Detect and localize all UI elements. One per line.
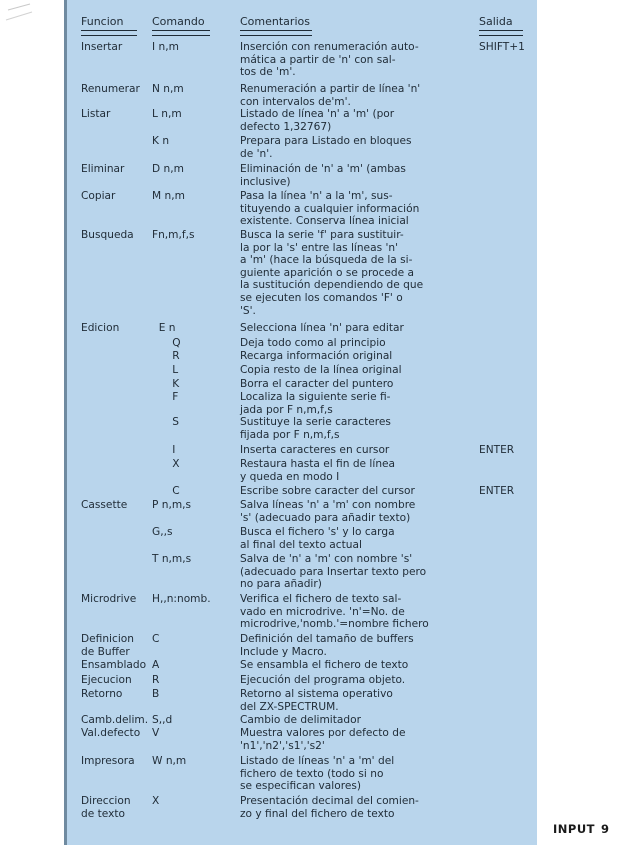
comentarios-cell: Presentación decimal del comien- zo y final del fichero de texto [240, 795, 419, 820]
header-salida: Salida [479, 15, 513, 28]
comando-cell: X [152, 458, 180, 470]
header-funcion: Funcion [81, 15, 124, 28]
page-number: 9 [601, 822, 610, 836]
comentarios-cell: Renumeración a partir de línea 'n' con intervalos de'm'. [240, 83, 421, 108]
header-rule [479, 30, 523, 36]
binding-marks [0, 0, 60, 30]
header-comando: Comando [152, 15, 205, 28]
comentarios-cell: Definición del tamaño de buffers Include y Macro. [240, 633, 414, 658]
comando-cell: S [152, 416, 179, 428]
comentarios-cell: Busca el fichero 's' y lo carga al final del texto actual [240, 526, 395, 551]
page-footer [553, 822, 610, 836]
comentarios-cell: Eliminación de 'n' a 'm' (ambas inclusive) [240, 163, 406, 188]
comentarios-cell: Muestra valores por defecto de 'n1','n2','s1','s2' [240, 727, 406, 752]
header-rule [240, 30, 312, 36]
comentarios-cell: Ejecución del programa objeto. [240, 674, 406, 686]
funcion-cell: Retorno [81, 688, 123, 700]
comentarios-cell: Pasa la línea 'n' a la 'm', sus- tituyendo a cualquier información existente. Conserva línea inicial [240, 190, 420, 228]
comando-cell: X [152, 795, 160, 807]
comando-cell: B [152, 688, 160, 700]
funcion-cell: Definicion de Buffer [81, 633, 134, 658]
comentarios-cell: Restaura hasta el fin de línea y queda en modo I [240, 458, 396, 483]
comentarios-cell: Prepara para Listado en bloques de 'n'. [240, 135, 412, 160]
comando-cell: Fn,m,f,s [152, 229, 195, 241]
comentarios-cell: Listado de línea 'n' a 'm' (por defecto 1,32767) [240, 108, 395, 133]
comando-cell: R [152, 350, 180, 362]
comando-cell: T n,m,s [152, 553, 192, 565]
funcion-cell: Microdrive [81, 593, 137, 605]
comentarios-cell: Cambio de delimitador [240, 714, 361, 726]
comentarios-cell: Salva líneas 'n' a 'm' con nombre 's' (adecuado para añadir texto) [240, 499, 416, 524]
comentarios-cell: Retorno al sistema operativo del ZX-SPECTRUM. [240, 688, 393, 713]
comando-cell: S,,d [152, 714, 173, 726]
comentarios-cell: Recarga información original [240, 350, 393, 362]
comando-cell: K [152, 378, 180, 390]
comando-cell: C [152, 485, 180, 497]
funcion-cell: Eliminar [81, 163, 125, 175]
funcion-cell: Busqueda [81, 229, 134, 241]
comando-cell: V [152, 727, 160, 739]
comando-cell: L n,m [152, 108, 182, 120]
comando-cell: L [152, 364, 179, 376]
comentarios-cell: Copia resto de la línea original [240, 364, 402, 376]
funcion-cell: Edicion [81, 322, 120, 334]
funcion-cell: Copiar [81, 190, 116, 202]
comentarios-cell: Selecciona línea 'n' para editar [240, 322, 404, 334]
comentarios-cell: Verifica el fichero de texto sal- vado en microdrive. 'n'=No. de microdrive,'nomb.'=nombre fichero [240, 593, 429, 631]
funcion-cell: Impresora [81, 755, 135, 767]
funcion-cell: Val.defecto [81, 727, 141, 739]
comando-cell: I n,m [152, 41, 179, 53]
comando-cell: W n,m [152, 755, 187, 767]
comentarios-cell: Borra el caracter del puntero [240, 378, 394, 390]
comentarios-cell: Deja todo como al principio [240, 337, 386, 349]
comando-cell: G,,s [152, 526, 173, 538]
funcion-cell: Listar [81, 108, 111, 120]
panel-edge [64, 0, 67, 845]
comentarios-cell: Salva de 'n' a 'm' con nombre 's' (adecuado para Insertar texto pero no para añadir) [240, 553, 427, 591]
comentarios-cell: Sustituye la serie caracteres fijada por F n,m,f,s [240, 416, 391, 441]
funcion-cell: Insertar [81, 41, 123, 53]
comentarios-cell: Busca la serie 'f' para sustituir- la por la 's' entre las líneas 'n' a 'm' (hace la búsqueda de la si- guiente aparición o se procede a la sustitución dependiendo de que se ejecuten los comandos 'F' o 'S'. [240, 229, 424, 317]
comentarios-cell: Inserta caracteres en cursor [240, 444, 390, 456]
comando-cell: I [152, 444, 176, 456]
header-rule [81, 30, 137, 36]
funcion-cell: Direccion de texto [81, 795, 131, 820]
comando-cell: F [152, 391, 179, 403]
comando-cell: E n [152, 322, 176, 334]
funcion-cell: Camb.delim. [81, 714, 149, 726]
salida-cell: ENTER [479, 444, 515, 456]
comentarios-cell: Escribe sobre caracter del cursor [240, 485, 415, 497]
comando-cell: R [152, 674, 160, 686]
comando-cell: Q [152, 337, 181, 349]
comando-cell: M n,m [152, 190, 185, 202]
comentarios-cell: Listado de líneas 'n' a 'm' del fichero de texto (todo si no se especifican valores) [240, 755, 395, 793]
comando-cell: D n,m [152, 163, 184, 175]
header-rule [152, 30, 210, 36]
salida-cell: SHIFT+1 [479, 41, 525, 53]
comando-cell: P n,m,s [152, 499, 192, 511]
funcion-cell: Ensamblado [81, 659, 147, 671]
funcion-cell: Ejecucion [81, 674, 132, 686]
funcion-cell: Cassette [81, 499, 128, 511]
comentarios-cell: Inserción con renumeración auto- mática a partir de 'n' con sal- tos de 'm'. [240, 41, 419, 79]
comentarios-cell: Localiza la siguiente serie fi- jada por F n,m,f,s [240, 391, 391, 416]
magazine-name: INPUT [553, 822, 596, 836]
header-comentarios: Comentarios [240, 15, 310, 28]
comando-cell: A [152, 659, 160, 671]
comando-cell: C [152, 633, 160, 645]
comentarios-cell: Se ensambla el fichero de texto [240, 659, 409, 671]
salida-cell: ENTER [479, 485, 515, 497]
comando-cell: K n [152, 135, 170, 147]
funcion-cell: Renumerar [81, 83, 140, 95]
comando-cell: H,,n:nomb. [152, 593, 211, 605]
comando-cell: N n,m [152, 83, 184, 95]
